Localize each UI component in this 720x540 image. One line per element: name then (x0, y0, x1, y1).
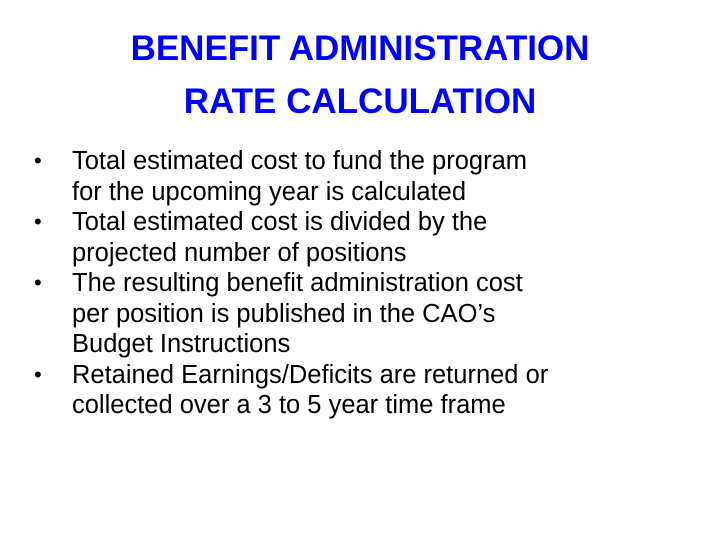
bullet-3-line-3: Budget Instructions (72, 330, 291, 358)
bullet-1-line-2: for the upcoming year is calculated (72, 177, 467, 206)
bullet-2-line-2: projected number of positions (72, 238, 407, 267)
bullet-list (30, 146, 690, 421)
bullet-item-2 (30, 207, 690, 268)
bullet-dot-icon: • (34, 148, 42, 173)
bullet-item-1 (30, 146, 690, 207)
bullet-item-3 (30, 268, 690, 360)
bullet-dot-icon: • (34, 270, 42, 295)
bullet-4-line-2: collected over a 3 to 5 year time frame (72, 391, 506, 419)
bullet-dot-icon: • (34, 209, 42, 234)
slide-title (0, 22, 720, 128)
title-line-1: BENEFIT ADMINISTRATION (130, 29, 590, 68)
bullet-3-line-1: The resulting benefit administration cost (72, 269, 523, 297)
bullet-item-4 (30, 360, 690, 421)
bullet-3-line-2: per position is published in the CAO’s (72, 299, 496, 328)
bullet-dot-icon: • (34, 361, 42, 387)
title-line-2: RATE CALCULATION (183, 82, 537, 121)
bullet-2-line-1: Total estimated cost is divided by the (72, 208, 488, 236)
bullet-1-line-1: Total estimated cost to fund the program (72, 147, 527, 175)
bullet-4-line-1: Retained Earnings/Deficits are returned or (72, 360, 549, 389)
